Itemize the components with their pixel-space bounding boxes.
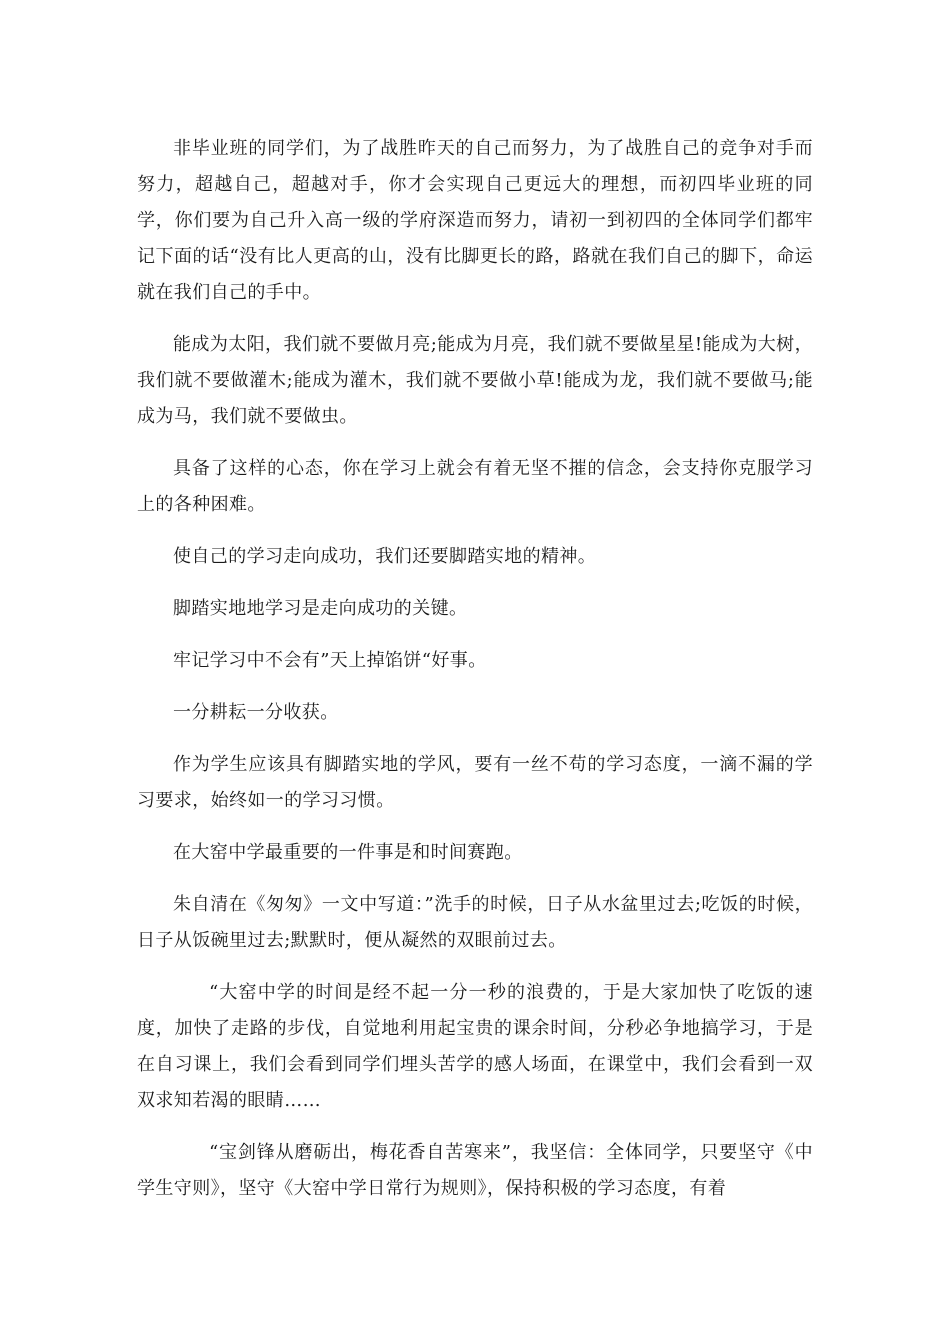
paragraph-9: 在大窑中学最重要的一件事是和时间赛跑。	[173, 842, 523, 863]
paragraph-4: 使自己的学习走向成功，我们还要脚踏实地的精神。	[173, 546, 597, 567]
paragraph-1: 非毕业班的同学们，为了战胜昨天的自己而努力，为了战胜自己的竞争对手而努力，超越自己，超越对手，你才会实现自己更远大的理想，而初四毕业班的同学，你们要为自己升入高一级的学府深造而努力，请初一到初四的全体同学们都牢记下面的话“没有比人更高的山，没有比脚更长的路，路就在我们自己的脚下，命运就在我们自己的手中。	[137, 138, 813, 303]
paragraph-8: 作为学生应该具有脚踏实地的学风，要有一丝不苟的学习态度，一滴不漏的学习要求，始终如一的学习习惯。	[137, 754, 813, 811]
paragraph-11: “大窑中学的时间是经不起一分一秒的浪费的，于是大家加快了吃饭的速度，加快了走路的步伐，自觉地利用起宝贵的课余时间，分秒必争地搞学习，于是在自习课上，我们会看到同学们埋头苦学的感人场面，在课堂中，我们会看到一双双求知若渴的眼睛……	[137, 982, 813, 1111]
paragraph-5: 脚踏实地地学习是走向成功的关键。	[173, 598, 468, 619]
document-body	[137, 131, 813, 1223]
paragraph-6: 牢记学习中不会有”天上掉馅饼“好事。	[173, 650, 487, 671]
paragraph-2: 能成为太阳，我们就不要做月亮;能成为月亮，我们就不要做星星!能成为大树，我们就不要做灌木;能成为灌木，我们就不要做小草!能成为龙，我们就不要做马;能成为马，我们就不要做虫。	[137, 334, 813, 427]
paragraph-7: 一分耕耘一分收获。	[173, 702, 339, 723]
paragraph-12: “宝剑锋从磨砺出，梅花香自苦寒来”，我坚信：全体同学，只要坚守《中学生守则》，坚守《大窑中学日常行为规则》，保持积极的学习态度，有着	[137, 1142, 813, 1199]
paragraph-10: 朱自清在《匆匆》一文中写道：”洗手的时候，日子从水盆里过去;吃饭的时候，日子从饭碗里过去;默默时，便从凝然的双眼前过去。	[137, 894, 813, 951]
paragraph-3: 具备了这样的心态，你在学习上就会有着无坚不摧的信念，会支持你克服学习上的各种困难。	[137, 458, 813, 515]
